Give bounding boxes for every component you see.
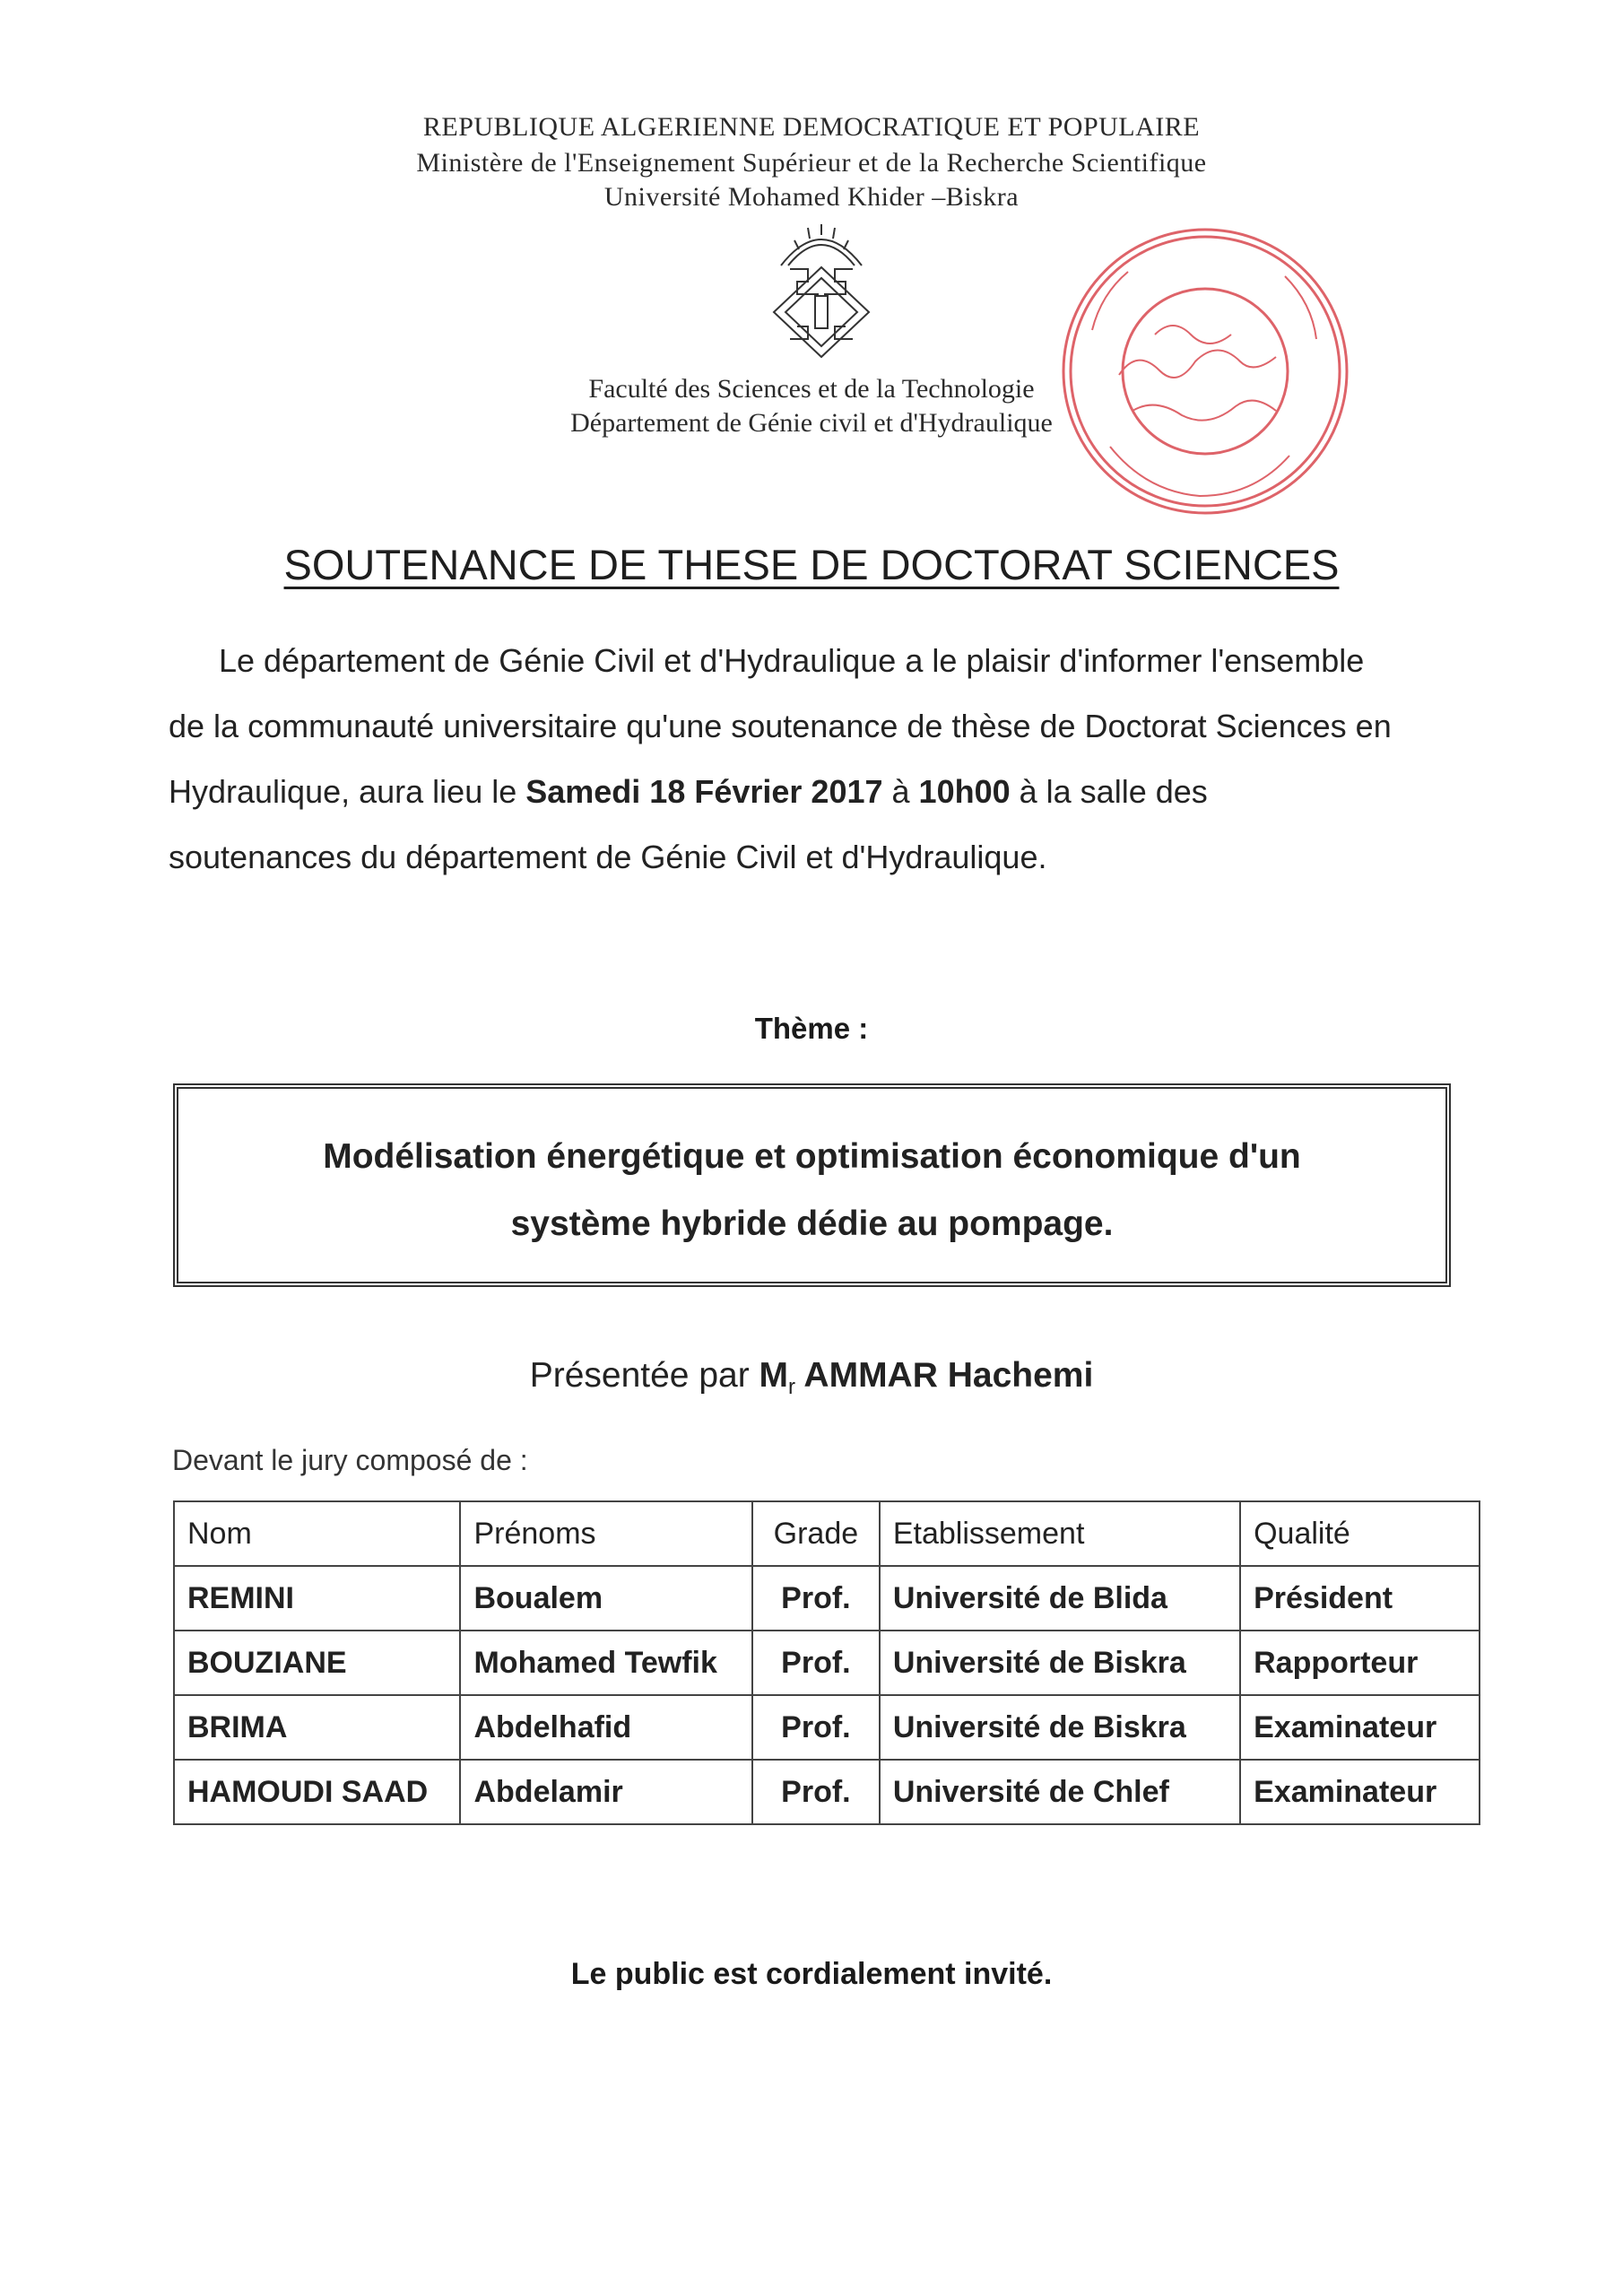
announcement-text-2: à [882, 773, 919, 810]
table-row [174, 1695, 1480, 1760]
col-header-nom: Nom [174, 1501, 460, 1566]
cell-nom: HAMOUDI SAAD [174, 1760, 460, 1824]
table-row [174, 1631, 1480, 1695]
table-row [174, 1566, 1480, 1631]
table-row [174, 1760, 1480, 1824]
cell-prenoms: Mohamed Tewfik [460, 1631, 751, 1695]
cell-prenoms: Abdelhafid [460, 1695, 751, 1760]
cell-prenoms: Abdelamir [460, 1760, 751, 1824]
university-line: Université Mohamed Khider –Biskra [603, 182, 1020, 212]
page-title-text: SOUTENANCE DE THESE DE DOCTORAT SCIENCES [283, 541, 1340, 588]
university-emblem-icon [763, 213, 880, 368]
announcement-text-1: Le département de Génie Civil et d'Hydraulique a le plaisir d'informer l'ensemble de la communauté universitaire qu'une soutenance de thèse de Doctorat Sciences en Hydraulique, aura lieu le [169, 642, 1392, 810]
page-title [179, 540, 1444, 589]
presenter-title-sub: r [788, 1375, 796, 1399]
theme-text: Modélisation énergétique et optimisation économique d'un système hybride dédie au pompage. [323, 1137, 1301, 1243]
cell-etablissement: Université de Blida [880, 1566, 1240, 1631]
cell-nom: BRIMA [174, 1695, 460, 1760]
col-header-prenoms: Prénoms [460, 1501, 751, 1566]
jury-intro: Devant le jury composé de : [172, 1444, 528, 1476]
cell-nom: BOUZIANE [174, 1631, 460, 1695]
col-header-grade: Grade [752, 1501, 880, 1566]
cell-nom: REMINI [174, 1566, 460, 1631]
defense-date: Samedi 18 Février 2017 [525, 773, 883, 810]
cell-qualite: Examinateur [1240, 1695, 1480, 1760]
col-header-qualite: Qualité [1240, 1501, 1480, 1566]
republic-line: REPUBLIQUE ALGERIENNE DEMOCRATIQUE ET POPULAIRE [422, 112, 1201, 142]
jury-table [173, 1500, 1480, 1825]
cell-qualite: Président [1240, 1566, 1480, 1631]
cell-etablissement: Université de Biskra [880, 1695, 1240, 1760]
cell-etablissement: Université de Chlef [880, 1760, 1240, 1824]
defense-time: 10h00 [918, 773, 1011, 810]
cell-prenoms: Boualem [460, 1566, 751, 1631]
cell-qualite: Rapporteur [1240, 1631, 1480, 1695]
department-line: Département de Génie civil et d'Hydraulique [570, 408, 1053, 438]
closing-invitation: Le public est cordialement invité. [570, 1957, 1053, 1991]
col-header-etablissement: Etablissement [880, 1501, 1240, 1566]
ministry-line: Ministère de l'Enseignement Supérieur et de la Recherche Scientifique [416, 148, 1207, 178]
theme-label: Thème : [754, 1012, 869, 1045]
cell-grade: Prof. [752, 1695, 880, 1760]
official-stamp-icon [1056, 222, 1354, 520]
cell-grade: Prof. [752, 1760, 880, 1824]
announcement-text-3: à la salle des soutenances du département de Génie Civil et d'Hydraulique. [169, 773, 1208, 875]
announcement-paragraph [169, 628, 1399, 890]
faculty-line: Faculté des Sciences et de la Technologie [588, 374, 1035, 404]
cell-qualite: Examinateur [1240, 1760, 1480, 1824]
cell-grade: Prof. [752, 1631, 880, 1695]
presented-prefix: Présentée par [529, 1356, 759, 1395]
cell-grade: Prof. [752, 1566, 880, 1631]
presenter-title: M [759, 1356, 789, 1395]
table-header-row [174, 1501, 1480, 1566]
cell-etablissement: Université de Biskra [880, 1631, 1240, 1695]
presented-by [0, 1356, 1623, 1400]
theme-title [173, 1123, 1451, 1257]
presenter-name: AMMAR Hachemi [803, 1356, 1094, 1395]
